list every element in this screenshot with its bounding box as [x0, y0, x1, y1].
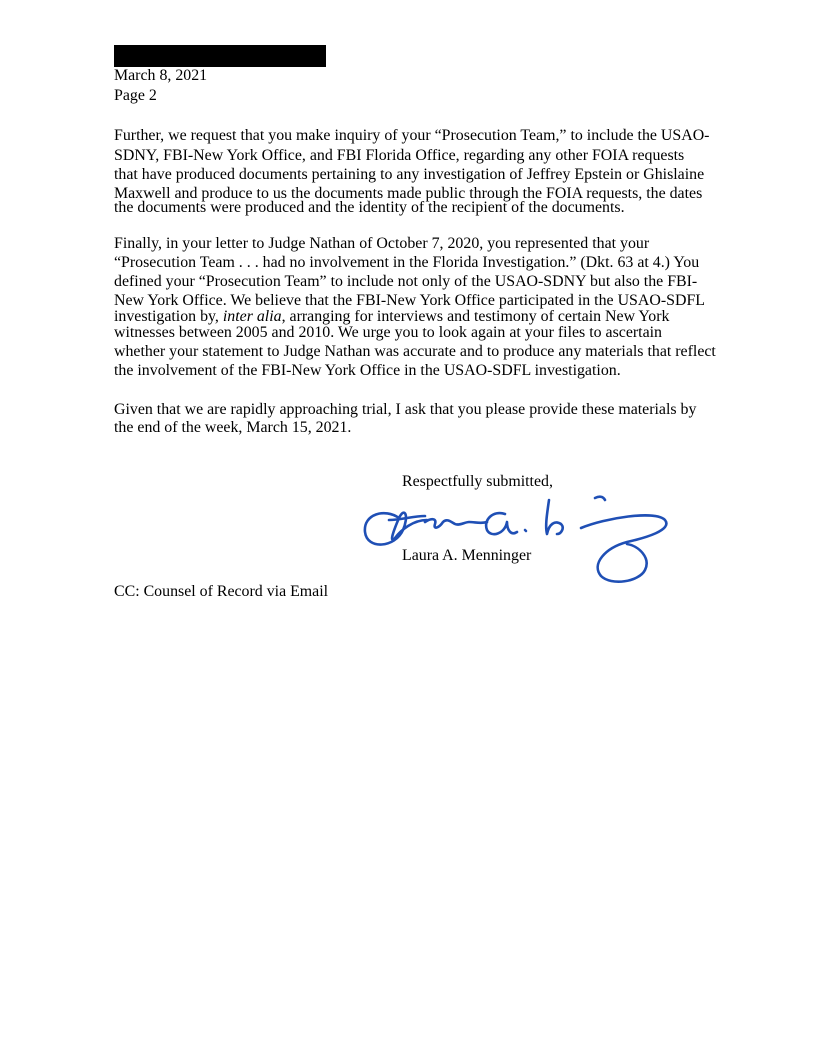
- closing-salutation: Respectfully submitted,: [402, 473, 553, 490]
- paragraph-2-line-8: the involvement of the FBI-New York Office in the USAO-SDFL investigation.: [114, 362, 621, 379]
- signer-name: Laura A. Menninger: [402, 547, 532, 564]
- paragraph-2-line-2: “Prosecution Team . . . had no involvement in the Florida Investigation.” (Dkt. 63 at 4.) You: [114, 254, 700, 271]
- redaction-bar: [114, 45, 326, 67]
- paragraph-1-line-1: Further, we request that you make inquiry of your “Prosecution Team,” to include the USAO-: [114, 127, 710, 144]
- paragraph-2-line-5-start: investigation by,: [114, 308, 223, 325]
- paragraph-1-line-3: that have produced documents pertaining to any investigation of Jeffrey Epstein or Ghislaine: [114, 166, 705, 183]
- paragraph-1-line-2: SDNY, FBI-New York Office, and FBI Florida Office, regarding any other FOIA requests: [114, 147, 685, 164]
- paragraph-2-line-4: New York Office. We believe that the FBI-New York Office participated in the USAO-SDFL: [114, 292, 705, 309]
- paragraph-3-line-2: the end of the week, March 15, 2021.: [114, 419, 352, 436]
- paragraph-2-line-6: witnesses between 2005 and 2010. We urge you to look again at your files to ascertain: [114, 324, 662, 341]
- paragraph-2-line-7: whether your statement to Judge Nathan was accurate and to produce any materials that reflect: [114, 343, 716, 360]
- cc-line: CC: Counsel of Record via Email: [114, 583, 329, 600]
- inter-alia-italic: inter alia: [222, 308, 282, 325]
- page-number: Page 2: [114, 87, 157, 104]
- paragraph-1-line-4: Maxwell and produce to us the documents made public through the FOIA requests, the dates: [114, 185, 703, 202]
- paragraph-2-line-1: Finally, in your letter to Judge Nathan of October 7, 2020, you represented that your: [114, 235, 650, 252]
- paragraph-3-line-1: Given that we are rapidly approaching trial, I ask that you please provide these materials by: [114, 401, 697, 418]
- letter-date: March 8, 2021: [114, 67, 208, 84]
- paragraph-1-line-5: the documents were produced and the identity of the recipient of the documents.: [114, 199, 625, 216]
- paragraph-2-line-3: defined your “Prosecution Team” to include not only of the USAO-SDNY but also the FBI-: [114, 273, 698, 290]
- paragraph-2-line-5-rest: , arranging for interviews and testimony of certain New York: [281, 308, 670, 325]
- handwritten-signature: [355, 490, 675, 590]
